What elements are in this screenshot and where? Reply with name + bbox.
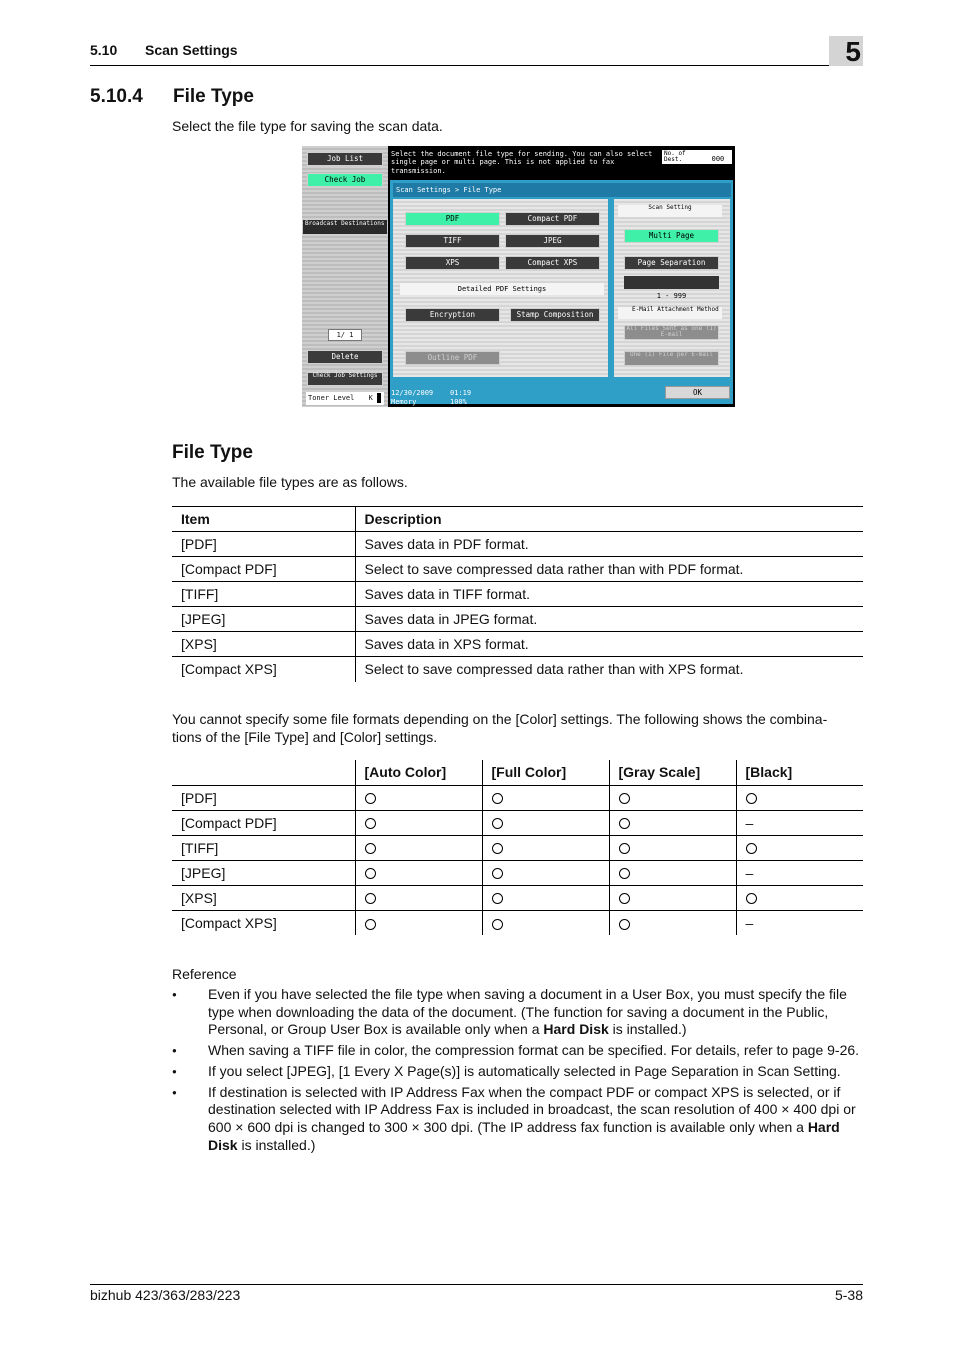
table-row (172, 632, 863, 657)
table-row (172, 657, 863, 682)
reference-list (172, 986, 864, 1157)
date-time: 12/30/2009 01:19 (391, 389, 472, 397)
subheading: File Type (172, 442, 253, 463)
reference-bold: Hard Disk (543, 1021, 609, 1038)
description-cell: Saves data in TIFF format. (355, 582, 863, 607)
reference-text: When saving a TIFF file in color, the compression format can be specified. For details, refer to page 9-26. (208, 1042, 860, 1059)
col-header-item: Item (172, 507, 355, 532)
table-row (172, 607, 863, 632)
types-intro: The available file types are as follows. (172, 474, 408, 490)
black-cell: – (736, 860, 863, 885)
color-combination-table (172, 760, 863, 935)
destination-count-box (662, 150, 732, 164)
table-header-row (172, 507, 863, 532)
outline-pdf-button[interactable]: Outline PDF (405, 351, 500, 365)
header-section-title: Scan Settings (145, 42, 238, 58)
supported-circle-icon (746, 843, 757, 854)
toner-bar-icon (377, 393, 381, 403)
footer-model: bizhub 423/363/283/223 (90, 1287, 241, 1303)
table-row (172, 810, 863, 835)
reference-title: Reference (172, 966, 237, 982)
table-row (172, 532, 863, 557)
supported-circle-icon (492, 893, 503, 904)
table-row (172, 785, 863, 810)
description-cell: Saves data in PDF format. (355, 532, 863, 557)
supported-circle-icon (492, 919, 503, 930)
reference-text: is installed.) (608, 1021, 687, 1038)
item-cell: [Compact PDF] (172, 557, 355, 582)
page-separation-button[interactable]: Page Separation (624, 256, 719, 270)
table-row (172, 885, 863, 910)
section-heading-title: File Type (173, 86, 254, 107)
col-header-blank (172, 760, 355, 785)
dest-count-value: 000 (711, 155, 725, 163)
description-cell: Select to save compressed data rather than with PDF format. (355, 557, 863, 582)
table-header-row (172, 760, 863, 785)
supported-circle-icon (746, 893, 757, 904)
col-header-auto-color: [Auto Color] (355, 760, 482, 785)
memory-status: Memory 100% (391, 398, 467, 406)
list-item (172, 1063, 864, 1081)
item-cell: [PDF] (172, 532, 355, 557)
intro-text: Select the file type for saving the scan data. (172, 118, 443, 134)
header-rule (90, 65, 863, 66)
compact-pdf-button[interactable]: Compact PDF (505, 212, 600, 226)
all-files-one-email-button[interactable]: All Files Sent as one (1) E-mail (624, 325, 719, 340)
file-type-cell: [Compact PDF] (172, 810, 355, 835)
auto-color-cell (355, 860, 482, 885)
full-color-cell (482, 885, 609, 910)
col-header-full-color: [Full Color] (482, 760, 609, 785)
auto-color-cell (355, 885, 482, 910)
black-cell (736, 835, 863, 860)
reference-text: If you select [JPEG], [1 Every X Page(s)] is automatically selected in Page Separation in Scan Setting. (208, 1062, 841, 1079)
compact-xps-button[interactable]: Compact XPS (505, 256, 600, 270)
jpeg-button[interactable]: JPEG (505, 234, 600, 248)
full-color-cell (482, 810, 609, 835)
description-cell: Select to save compressed data rather than with XPS format. (355, 657, 863, 682)
ok-button[interactable]: OK (665, 386, 730, 399)
full-color-cell (482, 860, 609, 885)
running-header (90, 42, 238, 58)
file-type-cell: [JPEG] (172, 860, 355, 885)
job-list-button[interactable]: Job List (307, 152, 383, 166)
col-header-black: [Black] (736, 760, 863, 785)
page-separation-input[interactable] (624, 276, 719, 289)
reference-text: If destination is selected with IP Address Fax when the compact PDF or compact XPS is selected, or if destination selected with IP Address Fax is included in broadcast, the scan resolution of 400 × 400 dpi or 600 × 600 dpi is changed to 300 × 300 dpi. (The IP address fax function is available only when a (208, 1083, 856, 1135)
toner-level (306, 392, 384, 405)
table-row (172, 835, 863, 860)
auto-color-cell (355, 835, 482, 860)
broadcast-destinations-label: Broadcast Destinations (303, 220, 387, 234)
delete-button[interactable]: Delete (307, 350, 383, 364)
item-cell: [Compact XPS] (181, 661, 277, 678)
gray-scale-cell (609, 835, 736, 860)
tiff-button[interactable]: TIFF (405, 234, 500, 248)
table-row (172, 557, 863, 582)
check-job-settings-button[interactable]: Check Job Settings (307, 372, 383, 386)
file-type-cell: [TIFF] (172, 835, 355, 860)
supported-circle-icon (365, 818, 376, 829)
gray-scale-cell (609, 885, 736, 910)
stamp-composition-button[interactable]: Stamp Composition (510, 308, 600, 322)
combination-intro (172, 710, 864, 746)
status-bar (391, 389, 551, 407)
breadcrumb: Scan Settings > File Type (393, 183, 731, 197)
black-cell (736, 785, 863, 810)
page-counter: 1/ 1 (328, 329, 362, 341)
toner-level-label: Toner Level (308, 394, 355, 402)
item-cell: [JPEG] (172, 607, 355, 632)
supported-circle-icon (365, 919, 376, 930)
table-row (172, 910, 863, 935)
email-attachment-method-label: E-Mail Attachment Method (618, 307, 722, 319)
auto-color-cell (355, 910, 482, 935)
supported-circle-icon (619, 919, 630, 930)
file-type-table (172, 506, 863, 682)
auto-color-cell (355, 785, 482, 810)
supported-circle-icon (619, 818, 630, 829)
gray-scale-cell (609, 810, 736, 835)
supported-circle-icon (492, 843, 503, 854)
black-cell (736, 885, 863, 910)
combination-intro-line-1: You cannot specify some file formats depending on the [Color] settings. The following shows the combina- (172, 711, 828, 727)
table-row (172, 860, 863, 885)
footer-page-number: 5-38 (834, 1287, 863, 1303)
gray-scale-cell (609, 785, 736, 810)
supported-circle-icon (365, 843, 376, 854)
screen-message: Select the document file type for sending. You can also select single page or multi page. This is not applied to fax transmission. (391, 150, 653, 175)
header-section-number: 5.10 (90, 42, 118, 58)
gray-scale-cell (609, 860, 736, 885)
reference-bold: Hard Disk (208, 1118, 840, 1153)
col-header-description: Description (355, 507, 863, 532)
check-job-button[interactable]: Check Job (307, 173, 383, 187)
description-cell: Saves data in JPEG format. (355, 607, 863, 632)
supported-circle-icon (619, 868, 630, 879)
col-header-gray-scale: [Gray Scale] (609, 760, 736, 785)
gray-scale-cell (609, 910, 736, 935)
supported-circle-icon (746, 793, 757, 804)
page-range: 1 - 999 (656, 292, 687, 300)
file-type-cell: [PDF] (172, 785, 355, 810)
section-heading-number: 5.10.4 (90, 86, 143, 107)
item-cell: [XPS] (172, 632, 355, 657)
black-cell: – (736, 910, 863, 935)
combination-intro-line-2: tions of the [File Type] and [Color] settings. (172, 729, 438, 745)
chapter-number: 5 (829, 36, 863, 66)
table-row (172, 582, 863, 607)
black-cell: – (736, 810, 863, 835)
supported-circle-icon (365, 868, 376, 879)
supported-circle-icon (492, 793, 503, 804)
section-heading (90, 86, 254, 108)
toner-k-label: K (368, 394, 373, 402)
one-file-per-email-button[interactable]: One (1) File per E-mail (624, 351, 719, 366)
reference-text: Even if you have selected the file type when saving a document in a User Box, you must specify the file type when downloading the data of the document. (The function for saving a document in the Public, Personal, or Group User Box is available only when a (208, 986, 847, 1038)
xps-button[interactable]: XPS (405, 256, 500, 270)
item-cell: [TIFF] (172, 582, 355, 607)
file-type-cell: [Compact XPS] (181, 914, 277, 931)
multi-page-button[interactable]: Multi Page (624, 229, 719, 243)
control-panel-screenshot (302, 146, 735, 407)
list-item (172, 1042, 864, 1060)
footer-rule (90, 1284, 863, 1285)
supported-circle-icon (365, 793, 376, 804)
encryption-button[interactable]: Encryption (405, 308, 500, 322)
list-item (172, 986, 864, 1039)
description-cell: Saves data in XPS format. (355, 632, 863, 657)
file-type-cell: [XPS] (172, 885, 355, 910)
pdf-button[interactable]: PDF (405, 212, 500, 226)
full-color-cell (482, 835, 609, 860)
supported-circle-icon (619, 843, 630, 854)
supported-circle-icon (619, 793, 630, 804)
list-item (172, 1084, 864, 1155)
full-color-cell (482, 910, 609, 935)
full-color-cell (482, 785, 609, 810)
supported-circle-icon (492, 818, 503, 829)
supported-circle-icon (365, 893, 376, 904)
reference-text: is installed.) (237, 1136, 316, 1153)
detailed-pdf-settings-label: Detailed PDF Settings (400, 283, 604, 295)
supported-circle-icon (492, 868, 503, 879)
auto-color-cell (355, 810, 482, 835)
supported-circle-icon (619, 893, 630, 904)
no-of-dest-label: No. of Dest. (664, 150, 686, 163)
scan-setting-label: Scan Setting (618, 205, 722, 217)
